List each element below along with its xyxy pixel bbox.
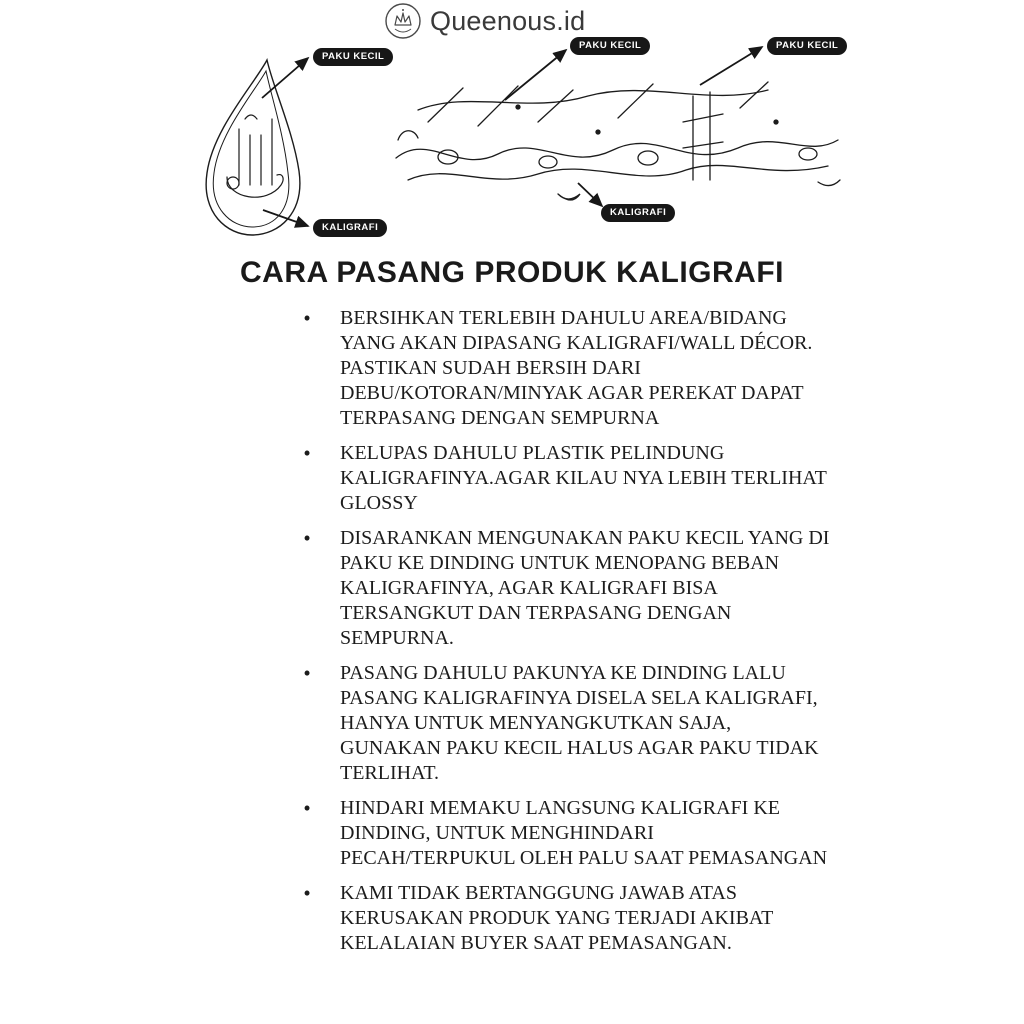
list-item — [297, 796, 832, 871]
kaligrafi-callout: KALIGRAFI — [313, 219, 387, 237]
bullet-marker: • — [303, 526, 311, 550]
instruction-text: KELUPAS DAHULU PLASTIK PELINDUNG KALIGRAFINYA.AGAR KILAU NYA LEBIH TERLIHAT GLOSSY — [340, 442, 827, 514]
instruction-text: DISARANKAN MENGUNAKAN PAKU KECIL YANG DI PAKU KE DINDING UNTUK MENOPANG BEBAN KALIGRAFINYA, AGAR KALIGRAFI BISA TERSANGKUT DAN TERPASANG DENGAN SEMPURNA. — [340, 527, 830, 649]
list-item — [297, 441, 832, 516]
brand-name: Queenous.id — [430, 5, 586, 36]
list-item — [297, 661, 832, 786]
bullet-marker: • — [303, 306, 311, 330]
bullet-marker: • — [303, 796, 311, 820]
instruction-text: HINDARI MEMAKU LANGSUNG KALIGRAFI KE DINDING, UNTUK MENGHINDARI PECAH/TERPUKUL OLEH PALU SAAT PEMASANGAN — [340, 797, 828, 869]
instruction-list — [297, 306, 832, 966]
paku-kecil-callout: PAKU KECIL — [767, 37, 847, 55]
paku-kecil-callout: PAKU KECIL — [570, 37, 650, 55]
bullet-marker: • — [303, 441, 311, 465]
instruction-text: PASANG DAHULU PAKUNYA KE DINDING LALU PASANG KALIGRAFINYA DISELA SELA KALIGRAFI, HANYA UNTUK MENYANGKUTKAN SAJA, GUNAKAN PAKU KECIL HALUS AGAR PAKU TIDAK TERLIHAT. — [340, 662, 819, 784]
bullet-marker: • — [303, 661, 311, 685]
kaligrafi-callout: KALIGRAFI — [601, 204, 675, 222]
instruction-text: BERSIHKAN TERLEBIH DAHULU AREA/BIDANG YANG AKAN DIPASANG KALIGRAFI/WALL DÉCOR. PASTIKAN SUDAH BERSIH DARI DEBU/KOTORAN/MINYAK AGAR PEREKAT DAPAT TERPASANG DENGAN SEMPURNA — [340, 307, 813, 429]
bismillah-calligraphy-art — [388, 62, 846, 210]
list-item — [297, 306, 832, 431]
teardrop-calligraphy-art — [193, 57, 315, 239]
brand-logo-icon — [383, 1, 423, 41]
bullet-marker: • — [303, 881, 311, 905]
page-title: CARA PASANG PRODUK KALIGRAFI — [240, 256, 784, 289]
list-item — [297, 526, 832, 651]
brand-header — [383, 1, 585, 41]
paku-kecil-callout: PAKU KECIL — [313, 48, 393, 66]
list-item — [297, 881, 832, 956]
instruction-text: KAMI TIDAK BERTANGGUNG JAWAB ATAS KERUSAKAN PRODUK YANG TERJADI AKIBAT KELALAIAN BUYER SAAT PEMASANGAN. — [340, 882, 773, 954]
